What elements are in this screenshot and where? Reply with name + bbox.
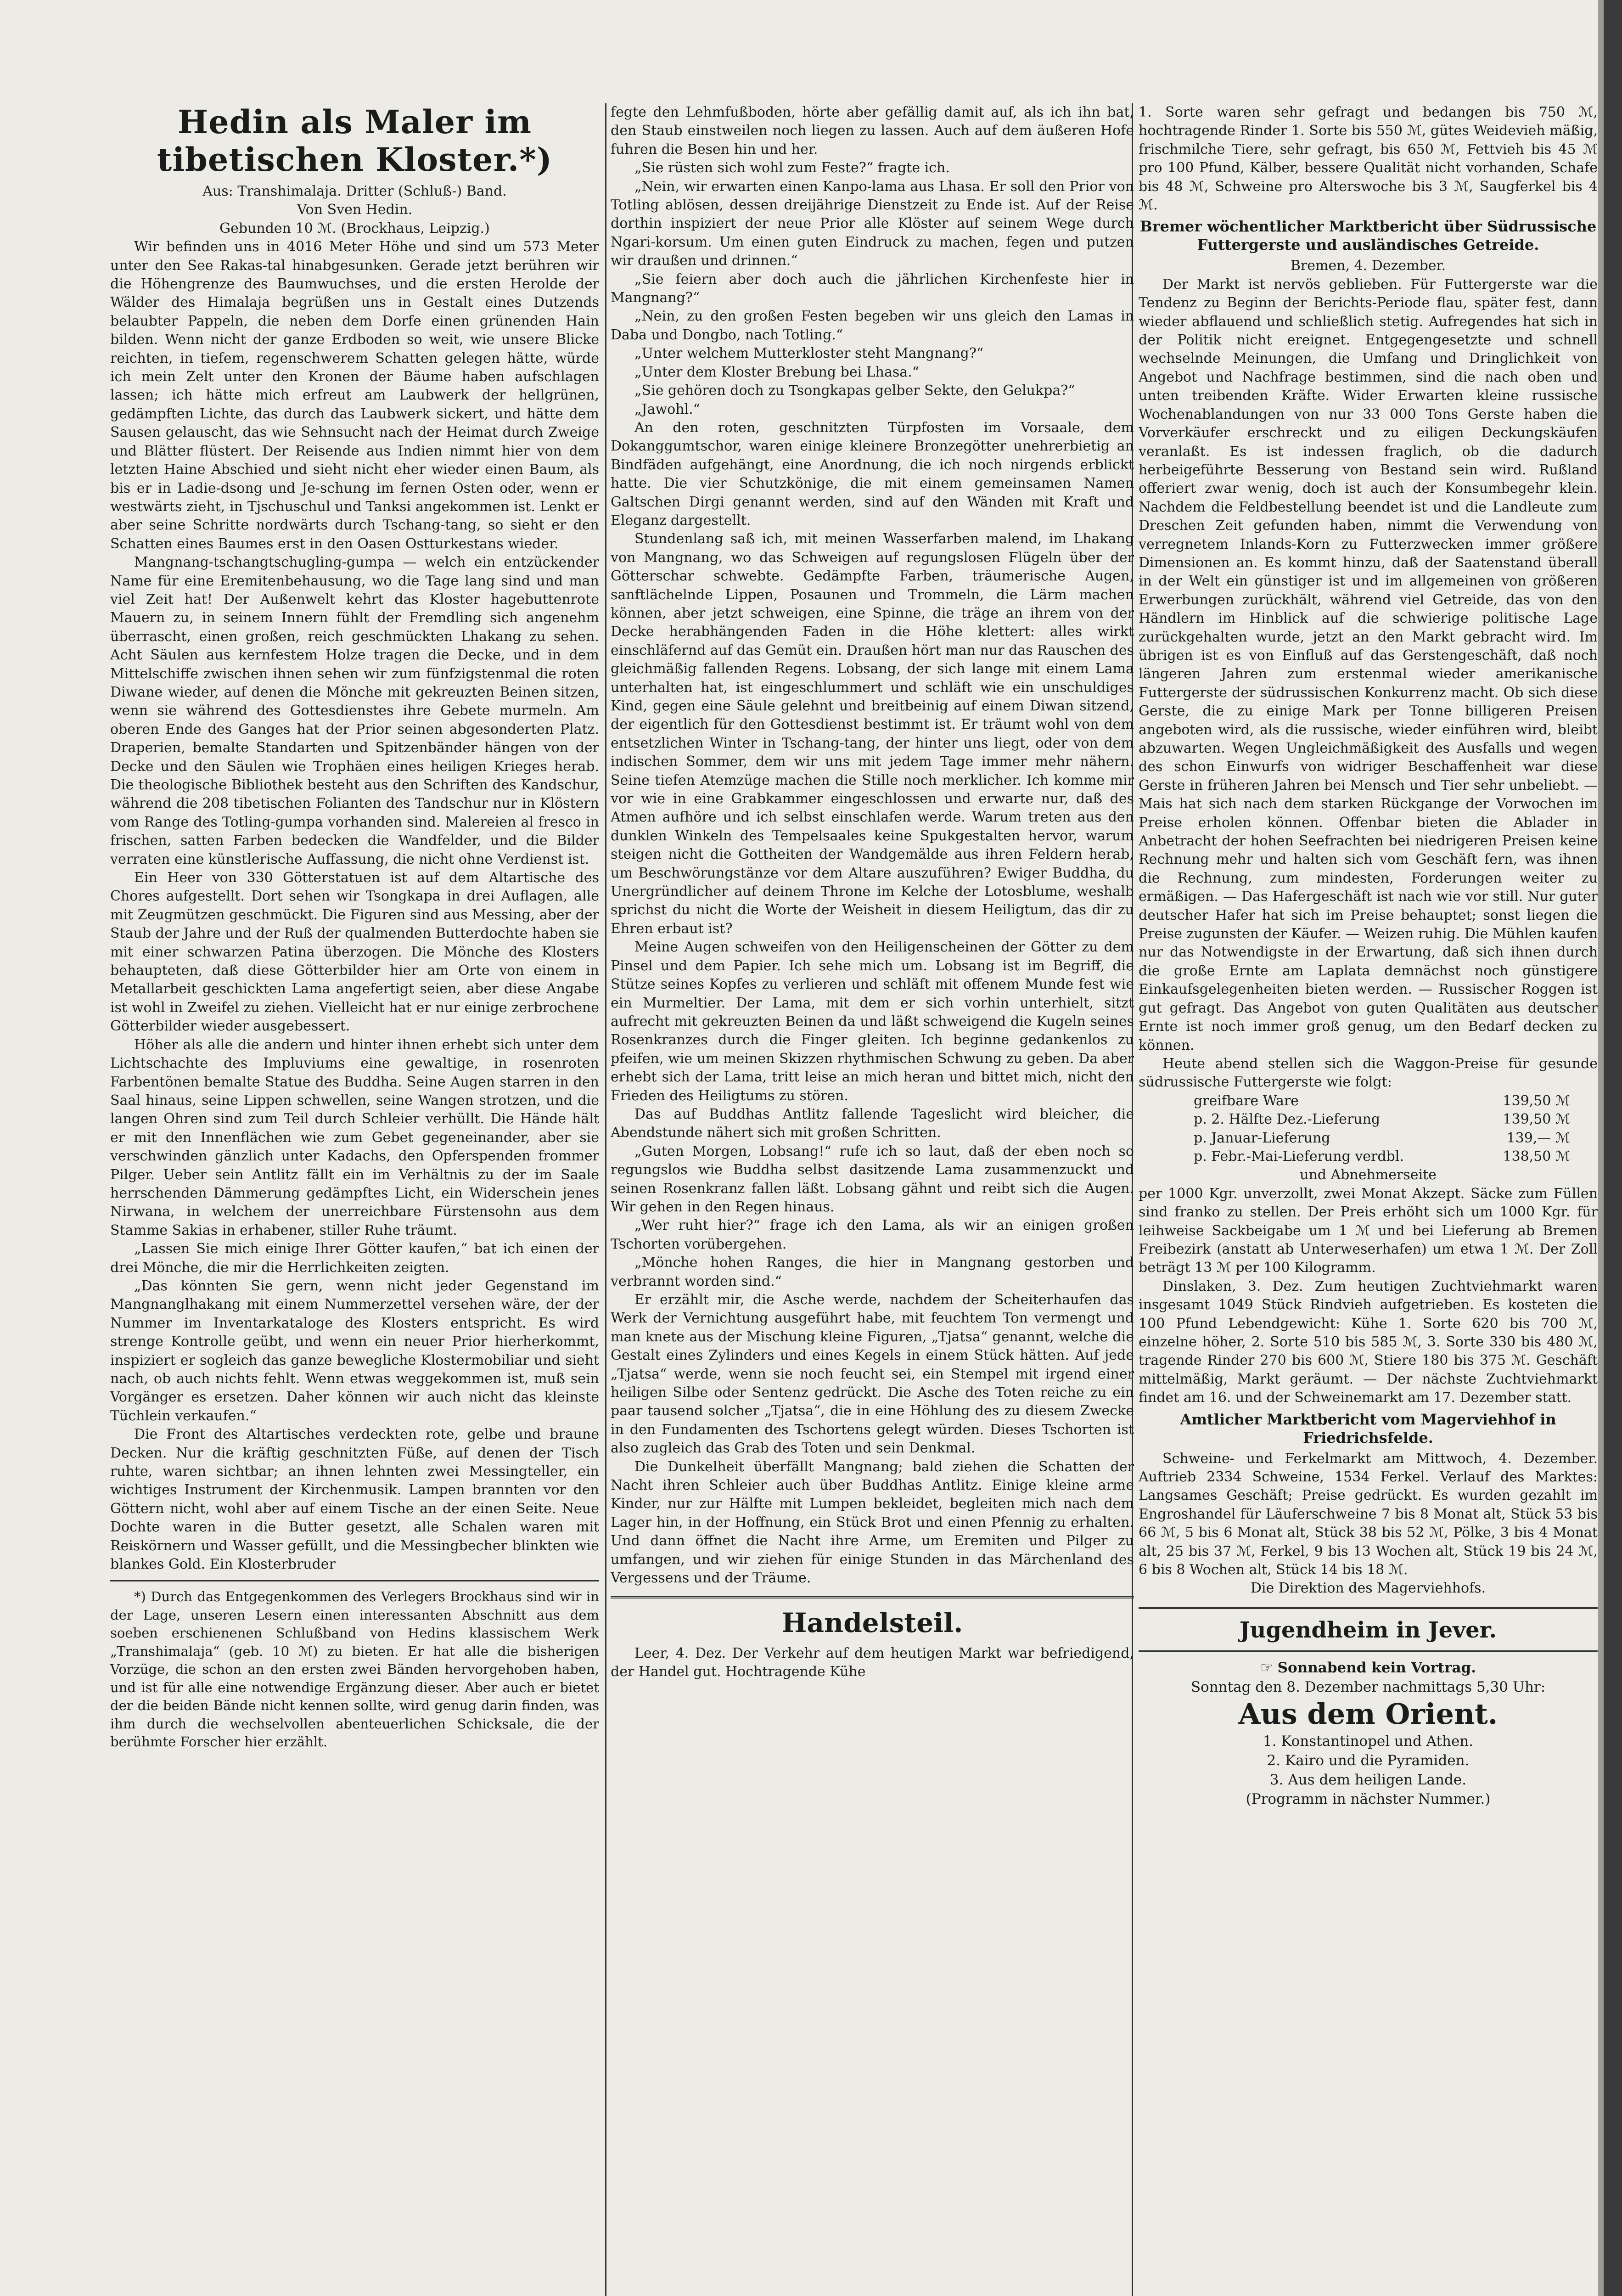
paragraph: „Nein, wir erwarten einen Kanpo-lama aus Lhasa. Er soll den Prior von Totling ablösen, dessen dreijährige Dienstzeit zu Ende ist. Auf der Reise dorthin inspiziert der neue Prior alle Klöster auf seinem Wege durch Ngari-korsum. Um einen guten Eindruck zu machen, fegen und putzen wir draußen und drinnen.“ bbox=[611, 178, 1134, 269]
paragraph: fegte den Lehmfußboden, hörte aber gefällig damit auf, als ich ihn bat, den Staub einstweilen noch liegen zu lassen. Auch auf dem äußeren Hofe fuhren die Besen hin und her. bbox=[611, 104, 1134, 158]
ad-note: (Programm in nächster Nummer.) bbox=[1246, 1790, 1491, 1807]
paragraph: „Guten Morgen, Lobsang!“ rufe ich so laut, daß der eben noch so regungslos wie Buddha selbst dasitzende Lama zusammenzuckt und seinen Rosenkranz fallen läßt. Lobsang gähnt und reibt sich die Augen. Wir gehen in den Regen hinaus. bbox=[611, 1143, 1134, 1215]
paragraph: per 1000 Kgr. unverzollt, zwei Monat Akzept. Säcke zum Füllen sind franko zu stellen. Der Preis erhöht sich um 1000 Kgr. für leihweise Sackbeigabe um 1 ℳ und bei Lieferung ab Bremen Freibezirk (anstatt ab Unterweserhafen) um etwa 1 ℳ. Der Zoll beträgt 13 ℳ per 100 Kilogramm. bbox=[1139, 1185, 1598, 1276]
amtlich-report-title: Amtlicher Marktbericht vom Magerviehhof in Friedrichsfelde. bbox=[1180, 1410, 1556, 1446]
price-value: 138,50 ℳ bbox=[1503, 1148, 1570, 1165]
paragraph: „Unter dem Kloster Brebung bei Lhasa.“ bbox=[634, 364, 920, 380]
page-edge-shadow bbox=[1598, 0, 1604, 2296]
section-rule bbox=[611, 1596, 1134, 1598]
paragraph: „Mönche hohen Ranges, die hier in Mangnang gestorben und verbrannt worden sind.“ bbox=[611, 1255, 1134, 1289]
column-rule bbox=[605, 103, 606, 2296]
column-3 bbox=[1139, 103, 1598, 2296]
paragraph: 1. Sorte waren sehr gefragt und bedangen bis 750 ℳ, hochtragende Rinder 1. Sorte bis 550 ℳ, gütes Weidevieh mäßig, frischmilche Tiere, sehr gefragt, bis 650 ℳ, Fettvieh bis 45 ℳ pro 100 Pfund, Kälber, bessere Qualität nicht vorhanden, Schafe bis 48 ℳ, Schweine pro Alterswoche bis 3 ℳ, Saugferkel bis 4 ℳ. bbox=[1139, 104, 1598, 214]
section-title-handelsteil: Handelsteil. bbox=[781, 1607, 963, 1638]
paragraph: Schweine- und Ferkelmarkt am Mittwoch, 4. Dezember. Auftrieb 2334 Schweine, 1534 Ferkel. Verlauf des Marktes: Langsames Geschäft; Preise gedrückt. Es wurden gezahlt im Engroshandel für Läuferschweine 7 bis 8 Monat alt, Stück 53 bis 66 ℳ, 5 bis 6 Monat alt, Stück 38 bis 52 ℳ, Pölke, 3 bis 4 Monat alt, 25 bis 37 ℳ, Ferkel, 9 bis 13 Wochen alt, Stück 19 bis 24 ℳ, 6 bis 8 Wochen alt, Stück 14 bis 18 ℳ. bbox=[1139, 1450, 1598, 1578]
paragraph: Ein Heer von 330 Götterstatuen ist auf dem Altartische des Chores aufgestellt. Dort sehen wir Tsongkapa in drei Auflagen, alle mit Zeugmützen geschmückt. Die Figuren sind aus Messing, aber der Staub der Jahre und der Ruß der qualmenden Butterdochte haben sie mit einer schwarzen Patina überzogen. Die Mönche des Klosters behaupteten, daß diese Götterbilder hier am Orte von einem in Metallarbeit geschickten Lama angefertigt seien, aber diese Angabe ist wohl in Zweifel zu ziehen. Vielleicht hat er nur einige zerbrochene Götterbilder wieder ausgebessert. bbox=[110, 870, 599, 1035]
paragraph: Der Markt ist nervös geblieben. Für Futtergerste war die Tendenz zu Beginn der Berichts-Periode flau, später fest, dann wieder abflauend und schließlich stetig. Aufregendes hat sich in der Politik nicht ereignet. Entgegengesetzte und schnell wechselnde Meinungen, die Umfang und Dringlichkeit von Angebot und Nachfrage bestimmen, sind die nach oben und unten treibenden Kräfte. Wider Erwarten kleine russische Wochenablandungen von nur 33 000 Tons Gerste haben die Vorverkäufer erschreckt und zu eiligen Deckungskäufen veranlaßt. Es ist indessen fraglich, ob die dadurch herbeigeführte Besserung von Bestand sein wird. Rußland offeriert zwar wenig, doch ist auch der Konsumbegehr klein. Nachdem die Feldbestellung beendet ist und die Landleute zum Dreschen Zeit gefunden haben, nimmt die Verwendung von verregnetem Inlands-Korn zu Futterzwecken immer größere Dimensionen an. Es kommt hinzu, daß der Saatenstand überall in der Welt ein günstiger ist und im allgemeinen von größeren Erwerbungen zurückhält, während viel Getreide, das von den Händlern im Hinblick auf die schwierige politische Lage zurückgehalten wurde, jetzt an den Markt gebracht wird. Im übrigen ist es von Einfluß auf das Gerstengeschäft, daß noch längeren Jahren zum erstenmal wieder amerikanische Futtergerste der südrussischen Konkurrenz macht. Ob sich diese Gerste, die zu einige Mark per Tonne billigeren Preisen angeboten wird, als die russische, wieder einführen wird, bleibt abzuwarten. Wegen Ungleichmäßigkeit des Ausfalls und wegen des schon Einwurfs von widriger Beschaffenheit war diese Gerste in früheren Jahren bei Mensch und Tier sehr unbeliebt. — Mais hat sich nach dem starken Rückgange der Vorwochen im Preise erholen können. Offenbar bieten die Ablader in Anbetracht der hohen Seefrachten bei niedrigeren Preisen keine Rechnung mehr und halten sich vom Geschäft fern, was ihnen die Rechnung, zum mindesten, Forderungen weiter zu ermäßigen. — Das Hafergeschäft ist nach wie vor still. Nur guter deutscher Hafer hat sich im Preise behauptet; sonst liegen die Preise zugunsten der Käufer. — Weizen ruhig. Die Mühlen kaufen nur das Notwendigste in der Erwartung, daß sich ihnen durch die große Ernte am Laplata demnächst noch günstigere Einkaufsgelegenheiten bieten werden. — Russischer Roggen ist gut gefragt. Das Angebot von guten Qualitäten aus deutscher Ernte ist noch immer groß genug, um den Bedarf decken zu können. bbox=[1139, 276, 1598, 1053]
price-tail: und Abnehmerseite bbox=[1300, 1167, 1437, 1183]
price-label: greifbare Ware bbox=[1194, 1092, 1299, 1109]
footnote-rule bbox=[110, 1580, 599, 1581]
column-2 bbox=[611, 103, 1134, 2296]
price-label: p. Febr.-Mai-Lieferung verdbl. bbox=[1194, 1148, 1404, 1165]
ad-main-title: Aus dem Orient. bbox=[1238, 1697, 1498, 1731]
price-label: p. Januar-Lieferung bbox=[1194, 1130, 1330, 1146]
price-row bbox=[1139, 1148, 1598, 1166]
price-row bbox=[1139, 1110, 1598, 1129]
price-value: 139,— ℳ bbox=[1506, 1130, 1570, 1146]
ad-rule bbox=[1139, 1650, 1598, 1652]
paragraph: „Lassen Sie mich einige Ihrer Götter kaufen,“ bat ich einen der drei Mönche, die mir die Herrlichkeiten zeigten. bbox=[110, 1241, 599, 1276]
ad-item: 3. Aus dem heiligen Lande. bbox=[1269, 1771, 1467, 1788]
paragraph: „Nein, zu den großen Festen begeben wir uns gleich den Lamas in Daba und Dongbo, nach Totling.“ bbox=[611, 308, 1134, 343]
paragraph: Stundenlang saß ich, mit meinen Wasserfarben malend, im Lhakang von Mangnang, wo das Schweigen auf regungslosen Flügeln über der Götterschar schwebte. Gedämpfte Farben, träumerische Augen, sanftlächelnde Lippen, Posaunen und Trommeln, die Lärm machen können, aber jetzt schweigen, eine Spinne, die träge an ihrem von der Decke herabhängenden Faden in die Höhe klettert: alles wirkt einschläfernd auf das Gemüt ein. Draußen hört man nur das Rauschen des gleichmäßig fallenden Regens. Lobsang, der sich lange mit einem Lama unterhalten hat, ist eingeschlummert und schläft wie ein unschuldiges Kind, gegen eine Säule gelehnt und breitbeinig auf einem Diwan sitzend, der eigentlich für den Gottesdienst bestimmt ist. Er träumt wohl von dem entsetzlichen Winter in Tschang-tang, der hinter uns liegt, oder von dem indischen Sommer, dem wir uns mit jedem Tage immer mehr nähern. Seine tiefen Atemzüge machen die Stille noch merklicher. Ich komme mir vor wie in eine Grabkammer eingeschlossen und erwarte nur, daß des Atmen aufhöre und ich selbst einschlafen werde. Warum treten aus den dunklen Winkeln des Tempelsaales keine Spukgestalten hervor, warum steigen nicht die Gottheiten der Wandgemälde aus ihren Feldern herab, um Beschwörungstänze vor dem Altare auszuführen? Ewiger Buddha, du Unergründlicher auf deinem Throne im Kelche der Lotosblume, weshalb sprichst du nicht die Worte der Weisheit in diesem Heiligtum, das dir zu Ehren erbaut ist? bbox=[611, 531, 1134, 937]
paragraph: Mangnang-tschangtschugling-gumpa — welch ein entzückender Name für eine Eremitenbehausung, wo die Tage lang sind und man viel Zeit hat! Der Außenwelt kehrt das Kloster hagebuttenrote Mauern zu, in seinem Innern fühlt der Fremdling sich angenehm überrascht, einen großen, reich geschmückten Lhakang zu sehen. Acht Säulen aus kernfestem Holze tragen die Decke, und in dem Mittelschiffe zwischen ihnen sehen wir zum fünfzigstenmal die roten Diwane wieder, auf denen die Mönche mit gekreuzten Beinen sitzen, wenn sie während des Gottesdienstes ihre Gebete murmeln. Am oberen Ende des Ganges hat der Prior seinen abgesonderten Platz. Draperien, bemalte Standarten und Spitzenbänder hängen von der Decke und den Säulen wie Trophäen eines heiligen Krieges herab. Die theologische Bibliothek besteht aus den Schriften des Kandschur, während die 208 tibetischen Folianten des Tandschur nur in Klöstern vom Range des Totling-gumpa vorhanden sind. Malereien al fresco in frischen, satten Farben bedecken die Wandfelder, und die Bilder verraten eine künstlerische Auffassung, die nicht ohne Verdienst ist. bbox=[110, 554, 599, 867]
article-author: Von Sven Hedin. bbox=[297, 202, 413, 218]
ad-line: ☞ Sonnabend kein Vortrag. bbox=[1260, 1659, 1476, 1676]
paragraph: Das auf Buddhas Antlitz fallende Tageslicht wird bleicher, die Abendstunde nähert sich mit großen Schritten. bbox=[611, 1106, 1134, 1141]
column-1 bbox=[110, 103, 599, 2296]
paragraph: „Sie gehören doch zu Tsongkapas gelber Sekte, den Gelukpa?“ bbox=[634, 383, 1075, 399]
page-edge bbox=[1604, 0, 1622, 2296]
paragraph: Wir befinden uns in 4016 Meter Höhe und sind um 573 Meter unter den See Rakas-tal hinabgesunken. Gerade jetzt berühren wir die Höhengrenze des Baumwuchses, und die ersten Herolde der Wälder des Himalaja begrüßen uns in Gestalt eines Dutzends belaubter Pappeln, die neben dem Dorfe einen grünenden Hain bilden. Wenn nicht der ganze Erdboden so weit, wie unsere Blicke reichten, in tiefem, regenschwerem Schatten gelegen hätte, würde ich mein Zelt unter den Kronen der Bäume haben aufschlagen lassen; ich hätte mich erfreut am Laubwerk der hellgrünen, gedämpften Lichte, das durch das Laubwerk sickert, und hätte dem Sausen gelauscht, das wie Sehnsucht nach der Heimat durch Zweige und Blätter flüstert. Der Reisende aus Indien nimmt hier von dem letzten Haine Abschied und sieht nicht eher wieder einen Baum, als bis er in Ladie-dsong und Je-schung im fernen Osten oder, wenn er westwärts zieht, in Tjschuschul und Tanksi angekommen ist. Lenkt er aber seine Schritte nordwärts durch Tschang-tang, so sieht er den Schatten eines Baumes erst in den Oasen Ostturkestans wieder. bbox=[110, 239, 599, 552]
paragraph: „Wer ruht hier?“ frage ich den Lama, als wir an einigen großen Tschorten vorübergehen. bbox=[611, 1217, 1134, 1252]
price-value: 139,50 ℳ bbox=[1503, 1111, 1570, 1128]
price-label: p. 2. Hälfte Dez.-Lieferung bbox=[1194, 1111, 1381, 1128]
price-value: 139,50 ℳ bbox=[1503, 1092, 1570, 1109]
footnote: *) Durch das Entgegenkommen des Verlegers Brockhaus sind wir in der Lage, unseren Lesern einen interessanten Abschnitt aus dem soeben erschienenen Schlußband von Hedins klassischem Werk „Transhimalaja“ (geb. 10 ℳ) zu bieten. Er hat alle die bisherigen Vorzüge, die schon an den ersten zwei Bänden hervorgehoben haben, und ist für alle eine notwendige Ergänzung dieser. Aber auch er bietet der die beiden Bände nicht kennen sollte, wird genug darin finden, was ihm durch die wechselvollen abenteuerlichen Schicksale, die der berühmte Forscher hier erzählt. bbox=[110, 1589, 599, 1750]
price-row bbox=[1139, 1129, 1598, 1148]
paragraph: Die Dunkelheit überfällt Mangnang; bald ziehen die Schatten der Nacht ihren Schleier auch über Buddhas Antlitz. Einige kleine arme Kinder, nur zur Hälfte mit Lumpen bekleidet, begleiten mich nach dem Lager hin, in der Hoffnung, ein Stück Brot und einen Pfennig zu erhalten. Und dann öffnet die Nacht ihre Arme, um Eremiten und Pilger zu umfangen, und wir ziehen für einige Stunden in das Märchenland des Vergessens und der Träume. bbox=[611, 1458, 1134, 1587]
paragraph: An den roten, geschnitzten Türpfosten im Vorsaale, dem Dokanggumtschor, waren einige kleinere Bronzegötter unehrerbietig an Bindfäden aufgehängt, eine Anordnung, die ich noch nirgends erblickt hatte. Die vier Schutzkönige, die mit einem gemeinsamen Namen Galtschen Dirgi genannt werden, sind auf den Wänden mit Kraft und Eleganz dargestellt. bbox=[611, 419, 1134, 529]
article-title: Hedin als Maler im tibetischen Kloster.*) bbox=[157, 103, 552, 179]
paragraph: „Jawohl.“ bbox=[634, 401, 700, 417]
article-source: Aus: Transhimalaja. Dritter (Schluß-) Band. bbox=[202, 183, 507, 199]
paragraph: Er erzählt mir, die Asche werde, nachdem der Scheiterhaufen das Werk der Vernichtung ausgeführt habe, mit feuchtem Ton vermengt und man knete aus der Mischung kleine Figuren, „Tjatsa“ genannt, welche die Gestalt eines Zylinders und eines Kegels in einem Stück hätten. Auf jede „Tjatsa“ werde, wenn sie noch feucht sei, ein Stempel mit irgend einer heiligen Silbe oder Sentenz gedrückt. Die Asche des Toten reiche zu ein paar tausend solcher „Tjatsa“, die in eine Höhlung des zu diesem Zwecke in den Fundamenten des Tschortens gelegt würden. Dieses Tschorten ist also zugleich das Grab des Toten und sein Denkmal. bbox=[611, 1292, 1134, 1457]
paragraph: Die Front des Altartisches verdeckten rote, gelbe und braune Decken. Nur die kräftig geschnitzten Füße, auf denen der Tisch ruhte, waren sichtbar; an ihnen lehnten zwei Messingteller, ein wichtiges Instrument der Kirchenmusik. Lampen brannten vor den Göttern nicht, wohl aber auf einem Tische an der einen Seite. Neue Dochte waren in die Butter gesetzt, alle Schalen waren mit Reiskörnern und Wasser gefüllt, und die Messingbecher blinkten wie blankes Gold. Ein Klosterbruder bbox=[110, 1426, 599, 1573]
paragraph: „Das könnten Sie gern, wenn nicht jeder Gegenstand im Mangnanglhakang mit einem Nummerzettel versehen wäre, der der Nummer im Inventarkataloge des Klosters entspricht. Es wird strenge Kontrolle geübt, und wenn ein neuer Prior hierherkommt, inspiziert er sogleich das ganze bewegliche Klostermobiliar und sieht nach, ob auch nichts fehlt. Wenn etwas weggekommen ist, muß sein Vorgänger es ersetzen. Daher können wir auch nicht das kleinste Tüchlein verkaufen.“ bbox=[110, 1277, 599, 1424]
price-row bbox=[1139, 1092, 1598, 1110]
report-signature: Die Direktion des Magerviehhofs. bbox=[1250, 1580, 1486, 1597]
ad-title: Jugendheim in Jever. bbox=[1239, 1617, 1497, 1643]
paragraph: Dinslaken, 3. Dez. Zum heutigen Zuchtviehmarkt waren insgesamt 1049 Stück Rindvieh aufgetrieben. Es kosteten die 100 Pfund Lebendgewicht: Kühe 1. Sorte 620 bis 700 ℳ, einzelne höher, 2. Sorte 510 bis 585 ℳ, 3. Sorte 330 bis 480 ℳ, tragende Rinder 270 bis 600 ℳ, Stiere 180 bis 375 ℳ. Geschäft mittelmäßig, Markt geräumt. — Der nächste Zuchtviehmarkt findet am 16. und der Schweinemarkt am 17. Dezember statt. bbox=[1139, 1278, 1598, 1406]
article-price: Gebunden 10 ℳ. (Brockhaus, Leipzig.) bbox=[219, 220, 490, 236]
paragraph: „Sie rüsten sich wohl zum Feste?“ fragte ich. bbox=[634, 160, 950, 176]
advertisement bbox=[1139, 1607, 1598, 1809]
pointing-hand-icon: ☞ bbox=[1260, 1659, 1278, 1676]
paragraph: „Sie feiern aber doch auch die jährlichen Kirchenfeste hier in Mangnang?“ bbox=[611, 271, 1134, 306]
ad-item: 2. Kairo und die Pyramiden. bbox=[1267, 1752, 1470, 1769]
paragraph: Meine Augen schweifen von den Heiligenscheinen der Götter zu dem Pinsel und dem Papier. Ich sehe mich um. Lobsang ist im Begriff, die Stütze seines Kopfes zu verlieren und schläft mit offenem Munde fest wie ein Murmeltier. Der Lama, mit dem er sich vorhin unterhielt, sitzt aufrecht mit gekreuzten Beinen da und läßt schweigend die Kugeln seines Rosenkranzes durch die Finger gleiten. Ich beginne gedankenlos zu pfeifen, wie um meinen Skizzen rhythmischen Schwung zu geben. Da aber erhebt sich der Lama, tritt leise an mich heran und bittet mich, nicht den Frieden des Heiligtums zu stören. bbox=[611, 939, 1134, 1104]
ad-item: 1. Konstantinopel und Athen. bbox=[1263, 1733, 1474, 1750]
ad-date: Sonntag den 8. Dezember nachmittags 5,30 Uhr: bbox=[1190, 1678, 1546, 1695]
paragraph: Höher als alle die andern und hinter ihnen erhebt sich unter dem Lichtschachte des Impluviums eine gewaltige, in rosenroten Farbentönen bemalte Statue des Buddha. Seine Augen starren in den Saal hinaus, seine Lippen schwellen, seine Wangen strotzen, und die langen Ohren sind zum Teil durch Schleier verhüllt. Die Hände hält er mit den Innenflächen wie zum Gebet gegeneinander, aber sie verschwinden gänzlich unter Kadachs, den Opferspenden frommer Pilger. Ueber sein Antlitz fällt ein im Verhältnis zu der im Saale herrschenden Dämmerung gedämpftes Licht, ein Widerschein jenes Nirwana, in welchem der unerreichbare Fürstensohn aus dem Stamme Sakias in erhabener, stiller Ruhe träumt. bbox=[110, 1036, 599, 1238]
bremen-date: Bremen, 4. Dezember. bbox=[1290, 258, 1446, 274]
paragraph: „Unter welchem Mutterkloster steht Mangnang?“ bbox=[634, 345, 984, 362]
paragraph: Leer, 4. Dez. Der Verkehr auf dem heutigen Markt war befriedigend, der Handel gut. Hochtragende Kühe bbox=[611, 1645, 1134, 1680]
paragraph: Heute abend stellen sich die Waggon-Preise für gesunde südrussische Futtergerste wie folgt: bbox=[1139, 1055, 1598, 1091]
bremen-report-title: Bremer wöchentlicher Marktbericht über Südrussische Futtergerste und ausländisches Getreide. bbox=[1139, 218, 1597, 254]
